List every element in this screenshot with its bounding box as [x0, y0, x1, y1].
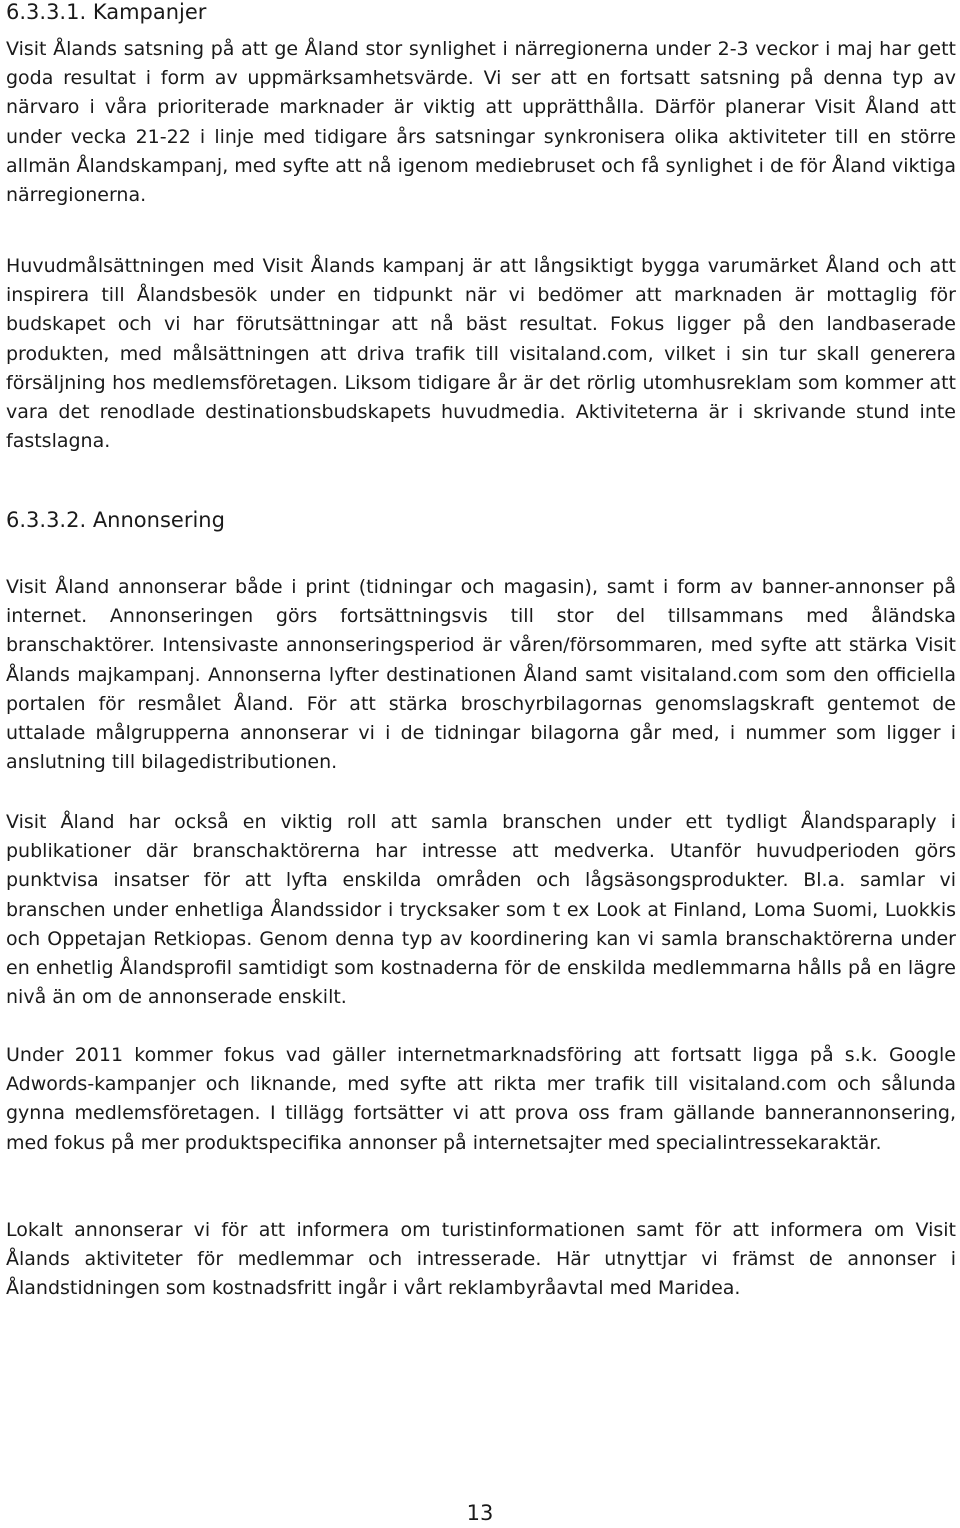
page-number: 13 — [466, 1501, 494, 1525]
paragraph-annonsering-umbrella: Visit Åland har också en viktig roll att samla branschen under ett tydligt Ålandsparaply i publikationer där branschaktörerna har intresse att medverka. Utanför huvudperioden görs punktvisa insatser för att lyfta enskilda områden och lågsäsongsprodukter. Bl.a. samlar vi branschen under enhetliga Ålandssidor i trycksaker som t ex Look at Finland, Loma Suomi, Luokkis och Oppetajan Retkiopas. Genom denna typ av koordinering kan vi samla branschaktörerna under en enhetlig Ålandsprofil samtidigt som kostnaderna för de enskilda medlemmarna hålls på en lägre nivå än om de annonserade enskilt. — [6, 811, 956, 1009]
section-heading-kampanjer: 6.3.3.1. Kampanjer — [6, 0, 207, 24]
paragraph-kampanjer-goal: Huvudmålsättningen med Visit Ålands kampanj är att långsiktigt bygga varumärket Åland och att inspirera till Ålandsbesök under en tidpunkt när vi bedömer att marknaden är mottaglig för budskapet och vi har förutsättningar att nå bäst resultat. Fokus ligger på den landbaserade produkten, med målsättningen att driva trafik till visitaland.com, vilket i sin tur skall generera försäljning hos medlemsföretagen. Liksom tidigare år är det rörlig utomhusreklam som kommer att vara det renodlade destinationsbudskapets huvudmedia. Aktiviteterna är i skrivande stund inte fastslagna. — [6, 255, 956, 453]
paragraph-annonsering-local: Lokalt annonserar vi för att informera om turistinformationen samt för att informera om Visit Ålands aktiviteter för medlemmar och intresserade. Här utnyttjar vi främst de annonser i Ålandstidningen som kostnadsfritt ingår i vårt reklambyråavtal med Maridea. — [6, 1219, 956, 1300]
section-heading-annonsering: 6.3.3.2. Annonsering — [6, 508, 225, 532]
paragraph-annonsering-internet: Under 2011 kommer fokus vad gäller internetmarknadsföring att fortsatt ligga på s.k. Google Adwords-kampanjer och liknande, med syfte att rikta mer trafik till visitaland.com och sålunda gynna medlemsföretagen. I tillägg fortsätter vi att prova oss fram gällande bannerannonsering, med fokus på mer produktspecifika annonser på internetsajter med specialintressekaraktär. — [6, 1044, 956, 1154]
paragraph-annonsering-print: Visit Åland annonserar både i print (tidningar och magasin), samt i form av banner-annonser på internet. Annonseringen görs fortsättningsvis till stor del tillsammans med åländska branschaktörer. Intensivaste annonseringsperiod är våren/försommaren, med syfte att stärka Visit Ålands majkampanj. Annonserna lyfter destinationen Åland samt visitaland.com som den officiella portalen för resmålet Åland. För att stärka broschyrbilagornas genomslagskraft gentemot de uttalade målgrupperna annonserar vi i de tidningar bilagorna går med, i nummer som ligger i anslutning till bilagedistributionen. — [6, 576, 956, 774]
paragraph-kampanjer-intro: Visit Ålands satsning på att ge Åland stor synlighet i närregionerna under 2-3 veckor i maj har gett goda resultat i form av uppmärksamhetsvärde. Vi ser att en fortsatt satsning på denna typ av närvaro i våra prioriterade marknader är viktig att upprätthålla. Därför planerar Visit Åland att under vecka 21-22 i linje med tidigare års satsningar synkronisera olika aktiviteter till en större allmän Ålandskampanj, med syfte att nå igenom mediebruset och få synlighet i de för Åland viktiga närregionerna. — [6, 38, 956, 207]
